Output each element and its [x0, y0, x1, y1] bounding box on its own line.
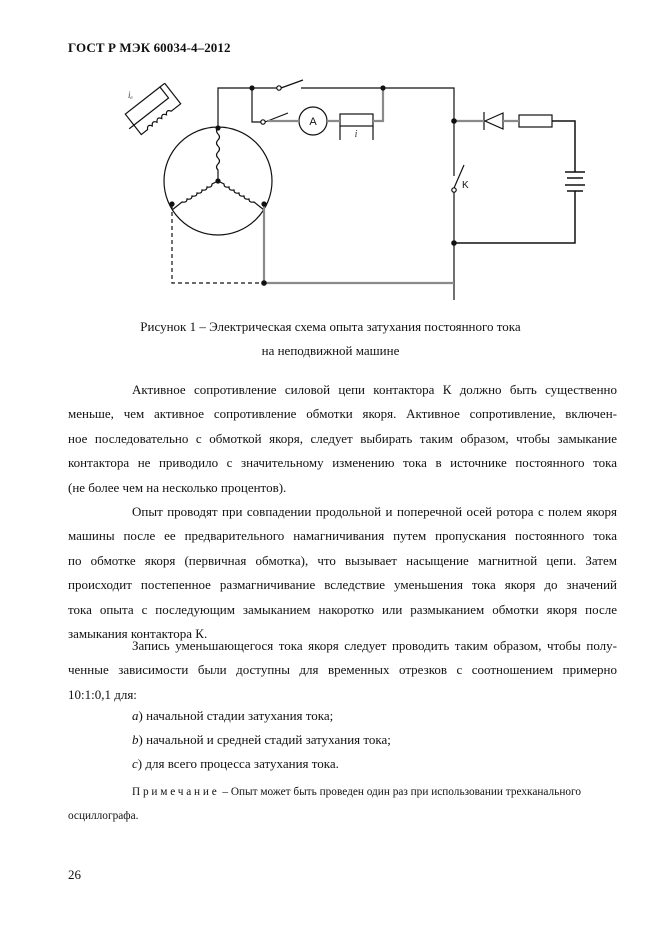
- note-label: Примечание: [132, 786, 220, 798]
- list-item-text: ) начальной и средней стадий затухания тока;: [138, 732, 391, 747]
- text-line: ное последовательно с обмоткой якоря, следует выбирать таким образом, чтобы замыкание: [68, 430, 617, 446]
- ammeter-label: A: [309, 116, 317, 128]
- battery: [565, 172, 585, 191]
- note-text: – Опыт может быть проведен один раз при использовании трехканального: [219, 786, 582, 798]
- list-item: [132, 708, 333, 724]
- figure-caption-continued: на неподвижной машине: [261, 343, 400, 358]
- winding-left: [172, 181, 218, 210]
- note: [68, 780, 617, 829]
- list-marker: a: [132, 708, 139, 723]
- switch-upper: [281, 80, 303, 88]
- text-line: 10:1:0,1 для:: [68, 686, 137, 702]
- list-marker: c: [132, 756, 138, 771]
- dashed-connection: [172, 205, 264, 283]
- document-header: ГОСТ Р МЭК 60034-4–2012: [68, 40, 231, 55]
- text-line: Активное сопротивление силовой цепи контактора К должно быть существенно: [132, 382, 617, 397]
- text-line: замыкания контактора К.: [68, 625, 208, 641]
- diode: [484, 112, 503, 130]
- text-line: ченные зависимости были доступны для временных отрезков с соотношением примерно: [68, 662, 617, 678]
- paragraph-3: [68, 634, 617, 707]
- text-line: контактора не приводило с значительному изменению тока в источнике постоянного тока: [68, 455, 617, 471]
- list-item: [132, 732, 391, 748]
- paragraph-2: [68, 500, 617, 646]
- shunt-resistor: [340, 114, 373, 126]
- excitation-label: iₑ: [128, 90, 133, 100]
- list-item-text: ) начальной стадии затухания тока;: [138, 708, 334, 723]
- contactor-label: K: [462, 180, 469, 191]
- text-line: по обмотке якоря (первичная обмотка), что вызывает насыщение магнитной цепи. Затем: [68, 552, 617, 568]
- series-resistor: [519, 115, 552, 127]
- text-line: тока опыта с последующим замыканием накоротко или размыканием обмотки якоря после: [68, 601, 617, 617]
- list-marker: b: [132, 732, 139, 747]
- winding-right: [218, 181, 264, 210]
- circuit-diagram: [0, 0, 661, 310]
- shunt-label: i: [354, 129, 358, 140]
- text-line: Запись уменьшающегося тока якоря следует проводить таким образом, чтобы полу-: [132, 638, 617, 653]
- list-item-text: ) для всего процесса затухания тока.: [137, 756, 339, 771]
- text-line: (не более чем на несколько процентов).: [68, 479, 287, 495]
- figure-caption: Рисунок 1 – Электрическая схема опыта затухания постоянного тока: [140, 319, 521, 334]
- paragraph-1: [68, 378, 617, 500]
- text-line: меньше, чем активное сопротивление обмотки якоря. Активное сопротивление, включен-: [68, 406, 617, 422]
- text-line: машины после ее предварительного намагничивания путем пропускания постоянного тока: [68, 528, 617, 544]
- page-number: 26: [68, 867, 81, 882]
- text-line: происходит постепенное размагничивание вследствие уменьшения тока якоря до значений: [68, 577, 617, 593]
- wire-top: [218, 88, 252, 128]
- text-line: Опыт проводят при совпадении продольной и поперечной осей ротора с полем якоря: [132, 504, 617, 519]
- winding-top: [217, 128, 220, 181]
- list-item: [132, 756, 339, 772]
- note-text-continued: осциллографа.: [68, 810, 139, 823]
